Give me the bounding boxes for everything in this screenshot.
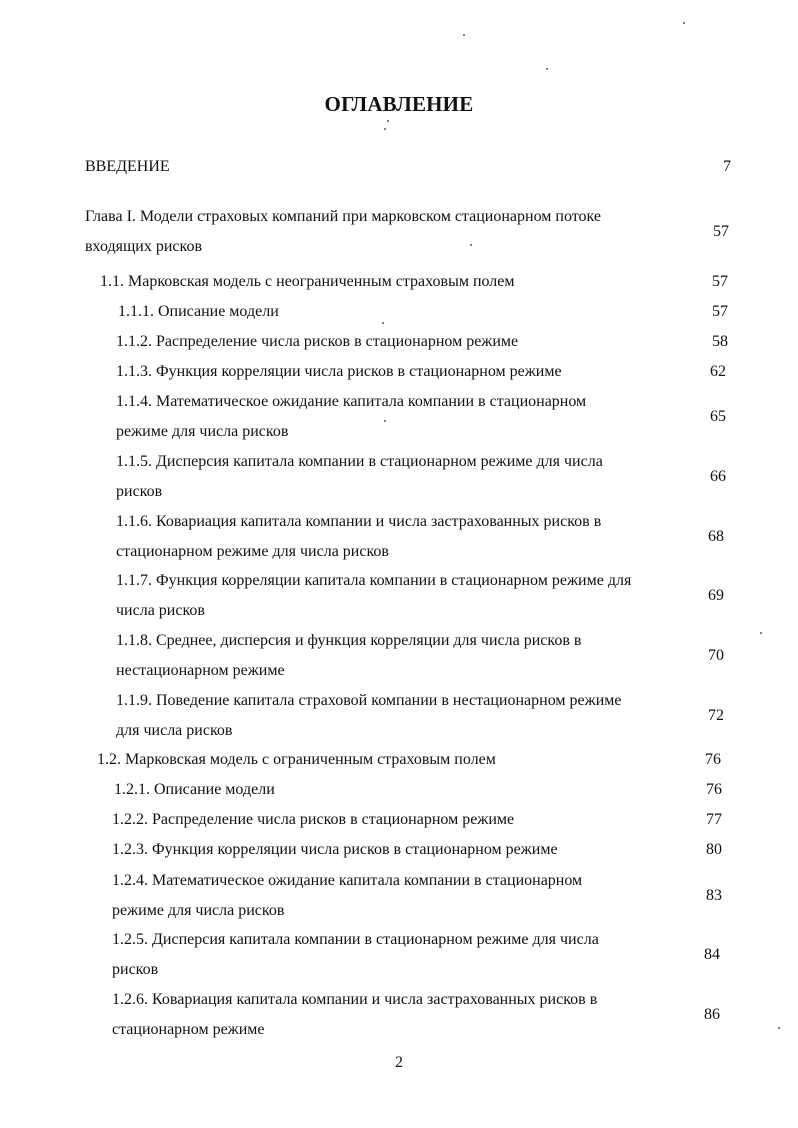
- toc-entry-page: 62: [710, 363, 726, 380]
- toc-entry-chapter-1: [85, 202, 735, 262]
- toc-entry-title-line2: режиме для числа рисков: [112, 902, 285, 919]
- page-title: ОГЛАВЛЕНИЕ: [324, 92, 474, 116]
- scan-speck: [760, 632, 762, 634]
- scan-speck: [470, 244, 472, 246]
- toc-entry-page: 57: [713, 223, 729, 240]
- toc-entry-title: 1.1. Марковская модель с неограниченным страховым полем: [100, 273, 515, 290]
- toc-entry-page: 66: [710, 468, 726, 485]
- toc-entry-1-2-1: [114, 775, 734, 805]
- toc-entry-title-line2: числа рисков: [116, 602, 205, 619]
- toc-entry-page: 58: [712, 333, 728, 350]
- toc-entry-title: 1.1.2. Распределение числа рисков в стационарном режиме: [116, 333, 519, 350]
- toc-entry-title-line2: рисков: [112, 961, 159, 978]
- toc-entry-title-line1: 1.2.5. Дисперсия капитала компании в стационарном режиме для числа: [112, 931, 599, 948]
- toc-entry-1-1-9: [116, 686, 736, 746]
- toc-entry-title-line2: для числа рисков: [116, 722, 233, 739]
- toc-entry-1-2-6: [112, 985, 732, 1045]
- toc-entry-page: 65: [710, 408, 726, 425]
- toc-entry-title-line1: Глава I. Модели страховых компаний при марковском стационарном потоке: [85, 208, 601, 225]
- toc-entry-1-1-8: [116, 626, 736, 686]
- scan-speck: [463, 34, 465, 36]
- toc-entry-title: 1.2. Марковская модель с ограниченным страховым полем: [97, 751, 496, 768]
- toc-entry-title-line2: стационарном режиме для числа рисков: [116, 543, 389, 560]
- toc-entry-title-line2: стационарном режиме: [112, 1021, 265, 1038]
- scan-speck: [384, 128, 386, 130]
- toc-entry-title-line2: рисков: [116, 483, 163, 500]
- toc-entry-introduction: [85, 152, 735, 182]
- scan-speck: [546, 68, 548, 70]
- toc-entry-1-2-3: [112, 835, 732, 865]
- toc-entry-page: 57: [712, 273, 728, 290]
- toc-entry-page: 69: [708, 587, 724, 604]
- toc-entry-title-line1: 1.1.5. Дисперсия капитала компании в стационарном режиме для числа: [116, 453, 603, 470]
- toc-entry-title-line2: нестационарном режиме: [116, 662, 285, 679]
- toc-entry-page: 84: [704, 946, 720, 963]
- toc-entry-page: 76: [705, 751, 721, 768]
- toc-entry-title: 1.2.1. Описание модели: [114, 781, 275, 798]
- toc-entry-title: 1.2.2. Распределение числа рисков в стационарном режиме: [112, 811, 515, 828]
- scan-speck: [778, 1027, 780, 1029]
- toc-entry-1-2-5: [112, 925, 732, 985]
- toc-entry-title-line2: входящих рисков: [85, 238, 203, 255]
- scan-speck: [683, 22, 685, 24]
- scan-speck: [387, 120, 389, 122]
- toc-entry-title-line1: 1.1.9. Поведение капитала страховой компании в нестационарном режиме: [116, 692, 622, 709]
- toc-entry-page: 76: [706, 781, 722, 798]
- toc-entry-title: ВВЕДЕНИЕ: [85, 158, 170, 175]
- toc-entry-1-1-1: [118, 297, 738, 327]
- toc-entry-1-1-6: [116, 507, 736, 567]
- toc-entry-title: 1.2.3. Функция корреляции числа рисков в стационарном режиме: [112, 841, 558, 858]
- toc-entry-page: 7: [723, 158, 731, 175]
- toc-entry-title-line1: 1.2.4. Математическое ожидание капитала компании в стационарном: [112, 872, 583, 889]
- scan-speck: [382, 322, 384, 324]
- toc-entry-title-line1: 1.1.4. Математическое ожидание капитала компании в стационарном: [116, 393, 587, 410]
- toc-entry-page: 83: [706, 887, 722, 904]
- toc-entry-title-line2: режиме для числа рисков: [116, 423, 289, 440]
- toc-entry-title: 1.1.1. Описание модели: [118, 303, 279, 320]
- toc-entry-page: 77: [706, 811, 722, 828]
- toc-entry-title-line1: 1.1.6. Ковариация капитала компании и числа застрахованных рисков в: [116, 513, 602, 530]
- scan-speck: [384, 420, 386, 422]
- toc-entry-page: 80: [706, 841, 722, 858]
- toc-entry-page: 86: [704, 1006, 720, 1023]
- toc-entry-page: 70: [708, 647, 724, 664]
- toc-entry-title-line1: 1.1.8. Среднее, дисперсия и функция корреляции для числа рисков в: [116, 632, 582, 649]
- toc-entry-1-2-2: [112, 805, 732, 835]
- toc-entry-page: 57: [712, 303, 728, 320]
- toc-entry-1-1-3: [116, 357, 736, 387]
- toc-entry-1-1-2: [116, 327, 736, 357]
- toc-entry-title-line1: 1.1.7. Функция корреляции капитала компании в стационарном режиме для: [116, 572, 632, 589]
- toc-entry-page: 68: [708, 528, 724, 545]
- toc-entry-1-1-4: [116, 387, 736, 447]
- toc-entry-page: 72: [708, 707, 724, 724]
- toc-entry-title-line1: 1.2.6. Ковариация капитала компании и числа застрахованных рисков в: [112, 991, 598, 1008]
- toc-entry-1-1-7: [116, 566, 736, 626]
- toc-entry-1-1: [100, 267, 740, 297]
- page-number: 2: [395, 1054, 403, 1071]
- toc-entry-1-2: [97, 745, 737, 775]
- toc-entry-title: 1.1.3. Функция корреляции числа рисков в стационарном режиме: [116, 363, 562, 380]
- toc-entry-1-1-5: [116, 447, 736, 507]
- toc-entry-1-2-4: [112, 866, 732, 926]
